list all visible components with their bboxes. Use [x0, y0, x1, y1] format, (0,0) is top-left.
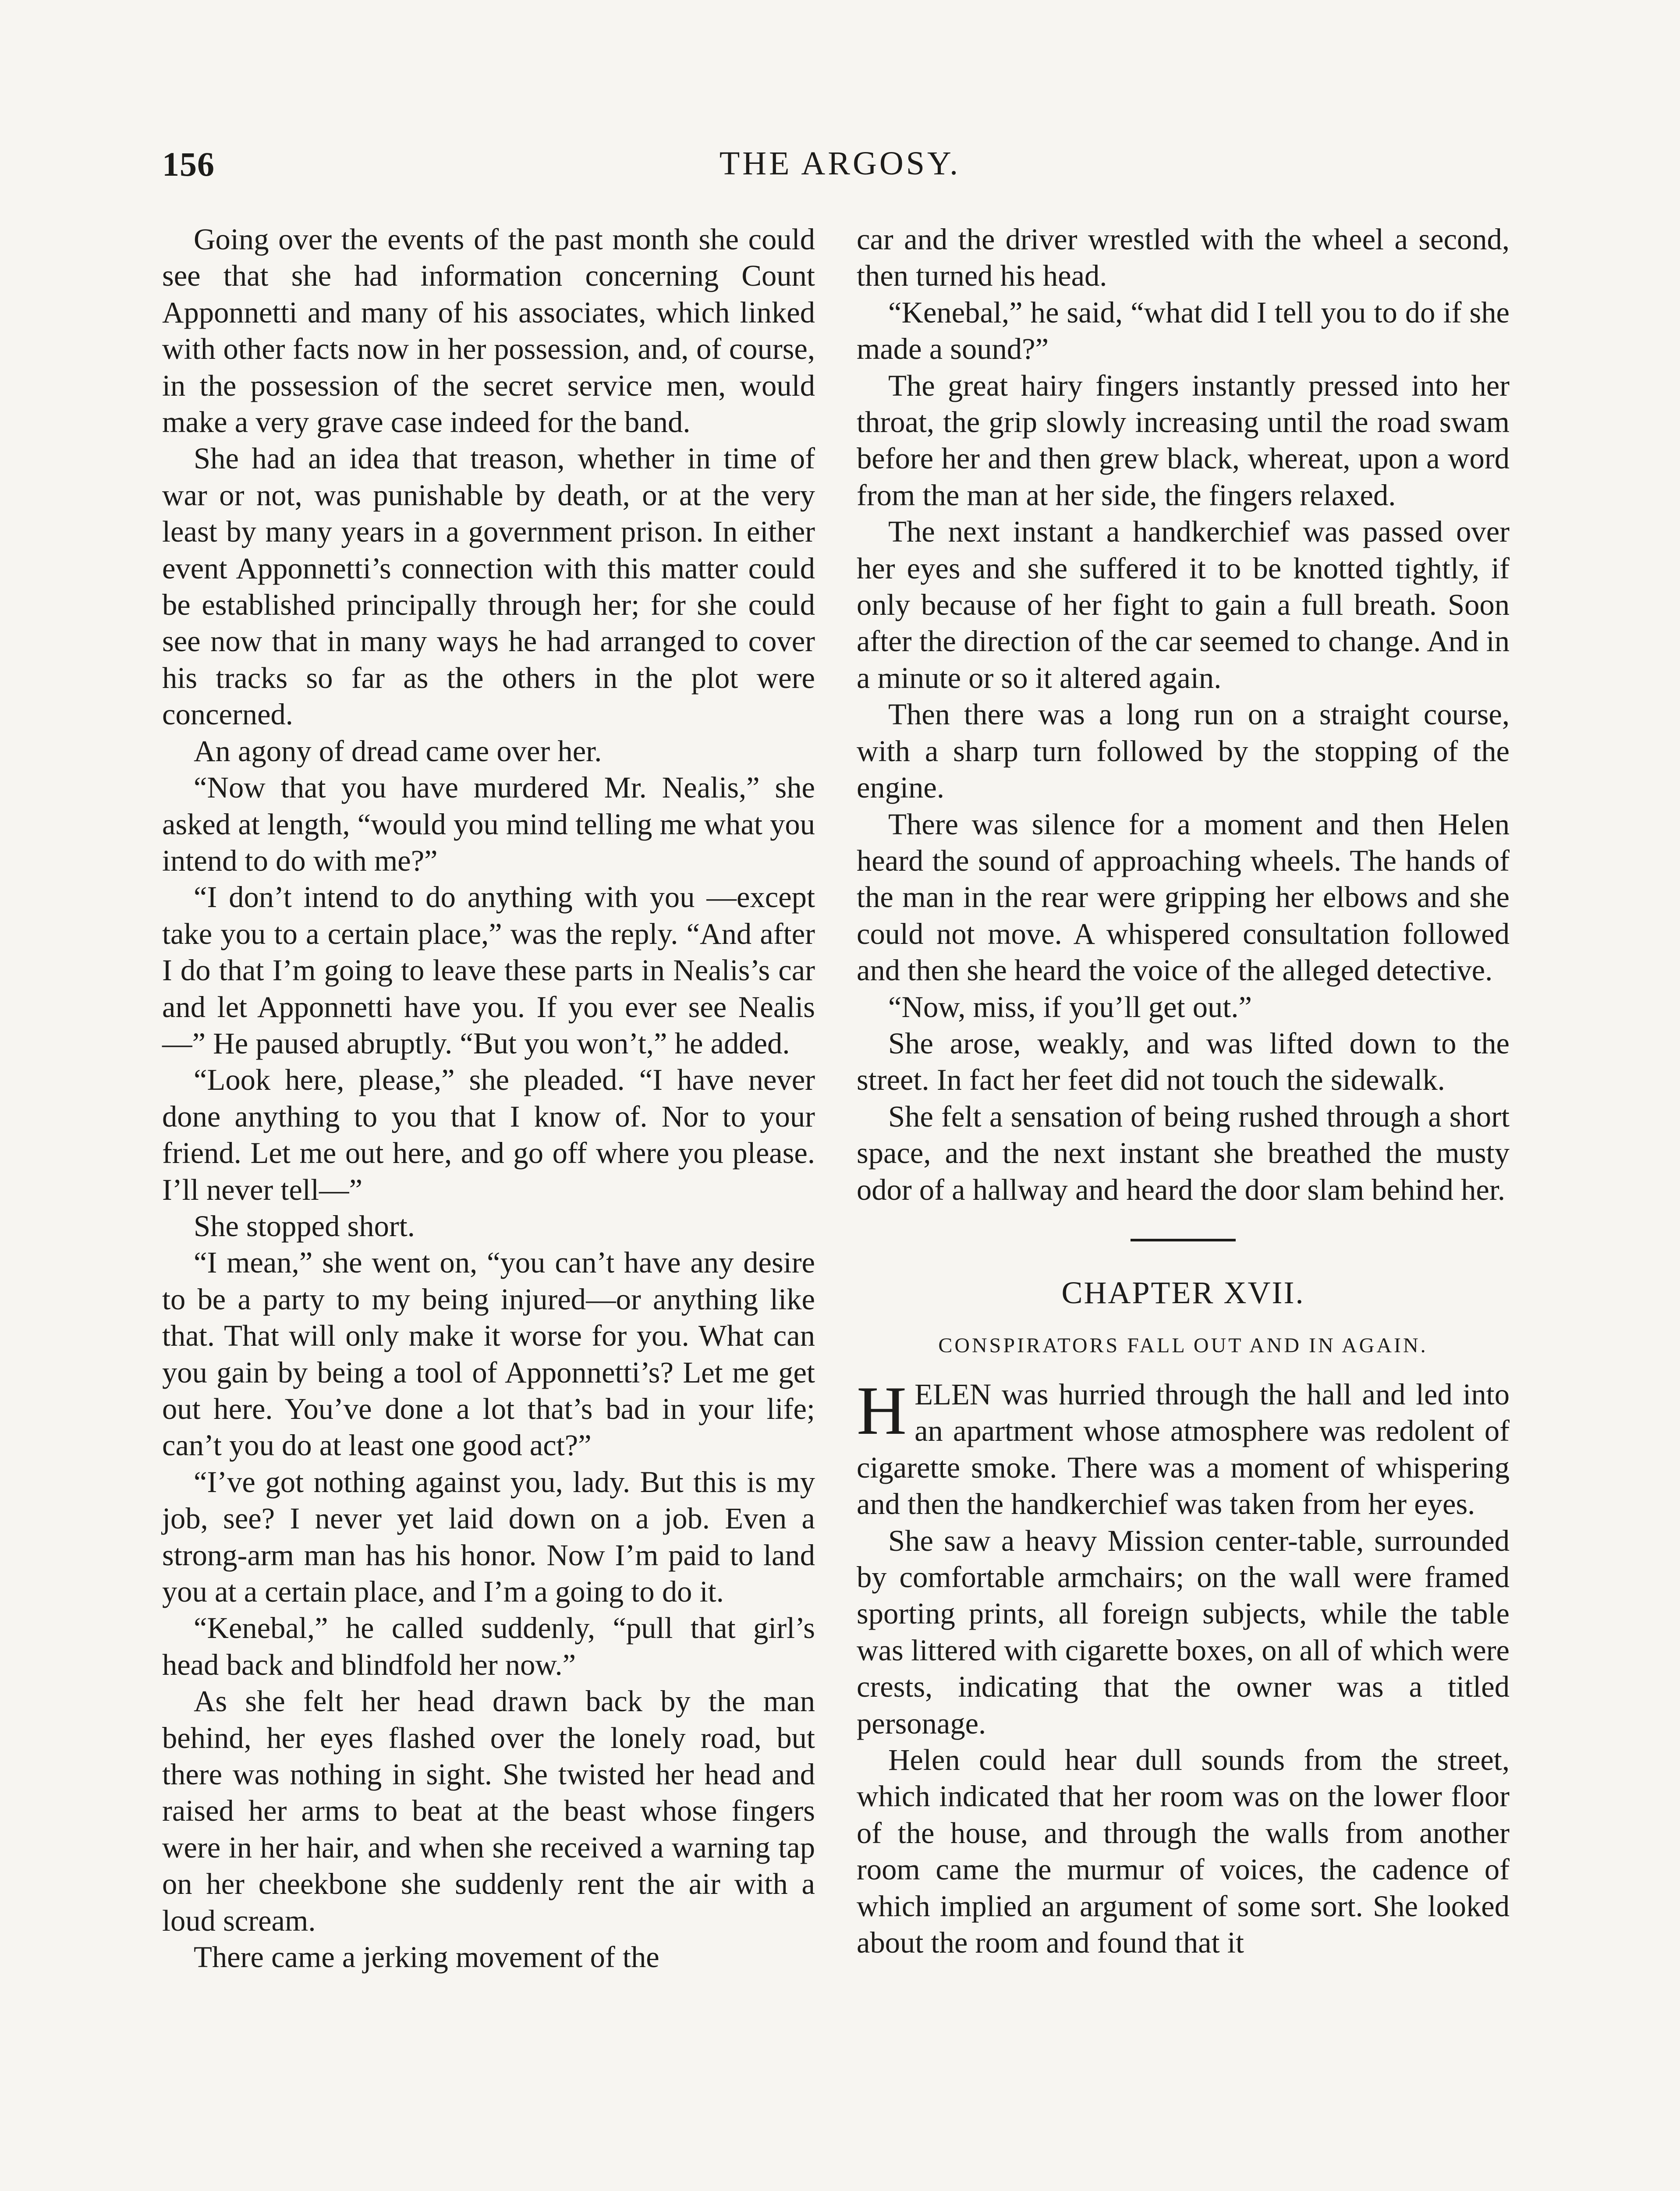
drop-cap: H	[857, 1372, 907, 1449]
paragraph: Going over the events of the past month she could see that she had information concerning Count Apponnetti and many of his associates, which linked with other facts now in her possession, and, of course, in the possession of the secret service men, would make a very grave case indeed for the band.	[162, 223, 815, 439]
right-column	[857, 221, 1510, 1961]
left-column	[162, 221, 815, 1976]
paragraph: As she felt her head drawn back by the man behind, her eyes flashed over the lonely road, but there was nothing in sight. She twisted her head and raised her arms to beat at the beast whose fingers were in her hair, and when she received a warning tap on her cheekbone she suddenly rent the air with a loud scream.	[162, 1684, 815, 1937]
continued-paragraph: car and the driver wrestled with the wheel a second, then turned his head.	[857, 223, 1510, 293]
paragraph: She arose, weakly, and was lifted down to the street. In fact her feet did not touch the sidewalk.	[857, 1026, 1510, 1097]
opening-text: ELEN was hurried through the hall and led into an apartment whose atmosphere was redolent of cigarette smoke. There was a moment of whispering and then the handkerchief was taken from her eyes.	[857, 1377, 1510, 1521]
page-header	[162, 145, 1518, 197]
paragraph: She stopped short.	[194, 1209, 415, 1243]
paragraph: “I’ve got nothing against you, lady. But this is my job, see? I never yet laid down on a job. Even a strong-arm man has his honor. Now I’m paid to land you at a certain place, and I’m a going to do it.	[162, 1465, 815, 1609]
paragraph: The next instant a handkerchief was passed over her eyes and she suffered it to be knotted tightly, if only because of her fight to gain a full breath. Soon after the direction of the car seemed to change. And in a minute or so it altered again.	[857, 515, 1510, 695]
chapter-heading: CHAPTER XVII.	[1061, 1275, 1305, 1310]
paragraph: She saw a heavy Mission center-table, surrounded by comfortable armchairs; on the wall were framed sporting prints, all foreign subjects, while the table was littered with cigarette boxes, on all of which were crests, indicating that the owner was a titled personage.	[857, 1524, 1510, 1740]
paragraph: “I mean,” she went on, “you can’t have any desire to be a party to my being injured—or anything like that. That will only make it worse for you. What can you gain by being a tool of Apponnetti’s? Let me get out here. You’ve done a lot that’s bad in your life; can’t you do at least one good act?”	[162, 1246, 815, 1462]
paragraph: “Kenebal,” he called suddenly, “pull that girl’s head back and blindfold her now.”	[162, 1611, 815, 1681]
paragraph: The great hairy fingers instantly pressed into her throat, the grip slowly increasing until the road swam before her and then grew black, whereat, upon a word from the man at her side, the fingers relaxed.	[857, 369, 1510, 512]
paragraph: “Look here, please,” she pleaded. “I have never done anything to you that I know of. Nor to your friend. Let me out here, and go off where you please. I’ll never tell—”	[162, 1063, 815, 1206]
paragraph: “Now, miss, if you’ll get out.”	[888, 990, 1252, 1024]
paragraph: Then there was a long run on a straight course, with a sharp turn followed by the stopping of the engine.	[857, 698, 1510, 805]
chapter-opening-paragraph	[857, 1372, 1510, 1523]
paragraph: “Kenebal,” he said, “what did I tell you to do if she made a sound?”	[857, 295, 1510, 366]
paragraph: She felt a sensation of being rushed through a short space, and the next instant she breathed the musty odor of a hallway and heard the door slam behind her.	[857, 1099, 1510, 1206]
running-title: THE ARGOSY.	[719, 145, 961, 182]
page-number: 156	[162, 145, 215, 183]
paragraph: An agony of dread came over her.	[194, 734, 602, 768]
section-divider	[1131, 1239, 1236, 1241]
paragraph: Helen could hear dull sounds from the street, which indicated that her room was on the lower floor of the house, and through the walls from another room came the murmur of voices, the cadence of which implied an argument of some sort. She looked about the room and found that it	[857, 1743, 1510, 1960]
paragraph: “Now that you have murdered Mr. Nealis,” she asked at length, “would you mind telling me what you intend to do with me?”	[162, 771, 815, 877]
paragraph: She had an idea that treason, whether in time of war or not, was punishable by death, or at the very least by many years in a government prison. In either event Apponnetti’s connection with this matter could be established principally through her; for she could see now that in many ways he had arranged to cover his tracks so far as the others in the plot were concerned.	[162, 442, 815, 731]
chapter-subtitle: CONSPIRATORS FALL OUT AND IN AGAIN.	[938, 1333, 1428, 1357]
paragraph: There was silence for a moment and then Helen heard the sound of approaching wheels. The hands of the man in the rear were gripping her elbows and she could not move. A whispered consultation followed and then she heard the voice of the alleged detective.	[857, 807, 1510, 987]
paragraph: There came a jerking movement of the	[194, 1940, 659, 1974]
paragraph: “I don’t intend to do anything with you —except take you to a certain place,” was the reply. “And after I do that I’m going to leave these parts in Nealis’s car and let Apponnetti have you. If you ever see Nealis—” He paused abruptly. “But you won’t,” he added.	[162, 880, 815, 1060]
